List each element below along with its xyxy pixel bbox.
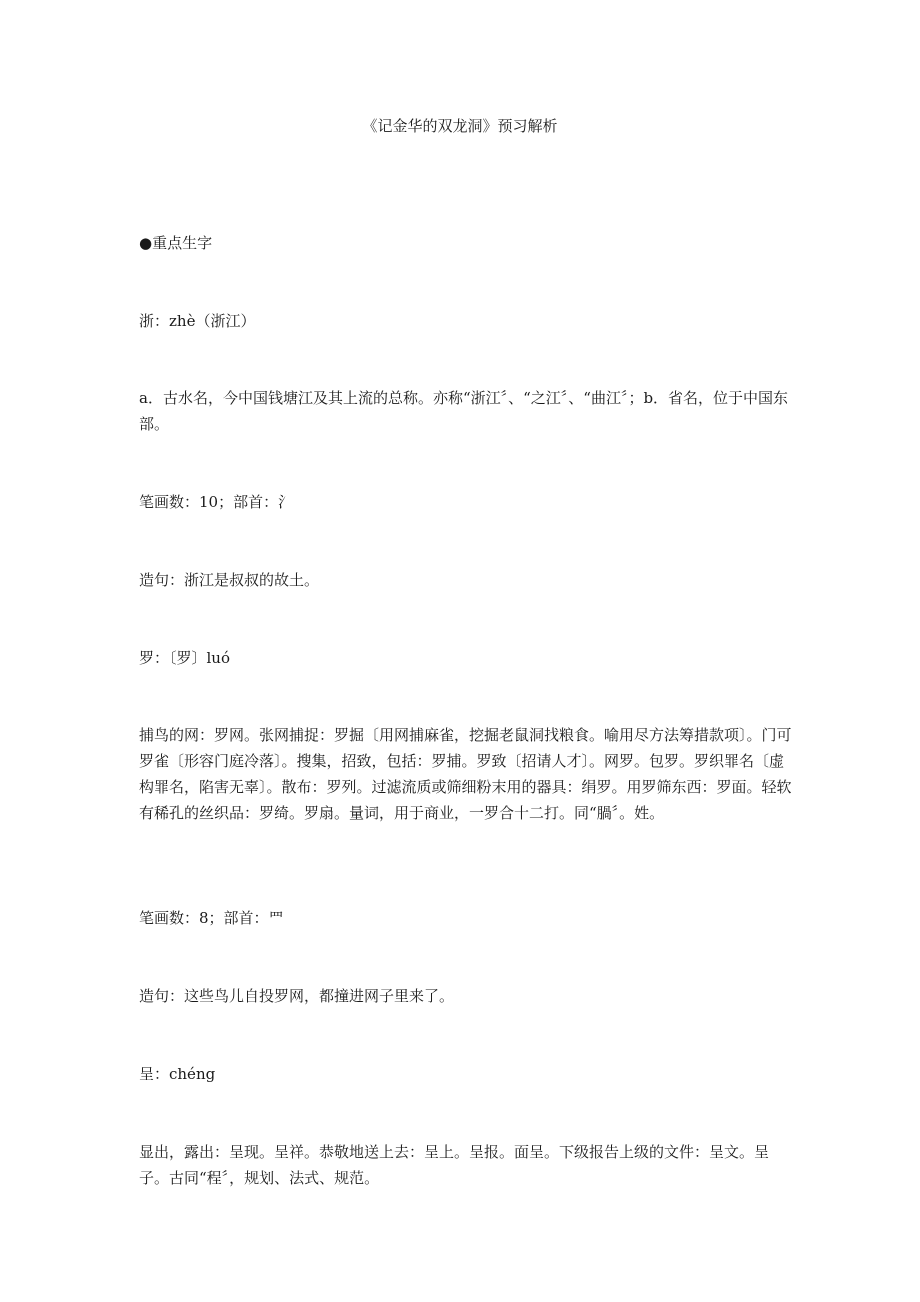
char-definition-luo: 捕鸟的网：罗网。张网捕捉：罗掘〔用网捕麻雀，挖掘老鼠洞找粮食。喻用尽方法筹措款项〕。门可罗雀〔形容门庭冷落〕。搜集，招致，包括：罗捕。罗致〔招请人才〕。网罗。包罗。罗织罪名〔虚构罪名，陷害无辜〕。散布：罗列。过滤流质或筛细粉末用的器具：绢罗。用罗筛东西：罗面。轻软有稀孔的丝织品：罗绮。罗扇。量词，用于商业，一罗合十二打。同“腡〞。姓。 bbox=[139, 726, 792, 822]
char-definition-cheng: 显出，露出：呈现。呈祥。恭敬地送上去：呈上。呈报。面呈。下级报告上级的文件：呈文。呈子。古同“程〞，规划、法式、规范。 bbox=[139, 1143, 770, 1187]
char-strokes-zhe: 笔画数：10；部首：氵 bbox=[139, 493, 294, 511]
char-definition-zhe: a．古水名，今中国钱塘江及其上流的总称。亦称“浙江〞、“之江〞、“曲江〞；b．省名，位于中国东部。 bbox=[139, 389, 789, 433]
char-heading-zhe: 浙：zhè（浙江） bbox=[139, 312, 256, 330]
char-sentence-luo: 造句：这些鸟儿自投罗网，都撞进网子里来了。 bbox=[139, 987, 455, 1005]
char-sentence-zhe: 造句：浙江是叔叔的故土。 bbox=[139, 571, 320, 589]
char-strokes-luo: 笔画数：8；部首：罒 bbox=[139, 909, 284, 927]
document-title: 《记金华的双龙洞》预习解析 bbox=[362, 117, 558, 135]
char-heading-cheng: 呈：chéng bbox=[139, 1065, 216, 1083]
char-heading-luo: 罗：〔罗〕luó bbox=[139, 649, 230, 667]
section-heading: ●重点生字 bbox=[139, 234, 213, 252]
